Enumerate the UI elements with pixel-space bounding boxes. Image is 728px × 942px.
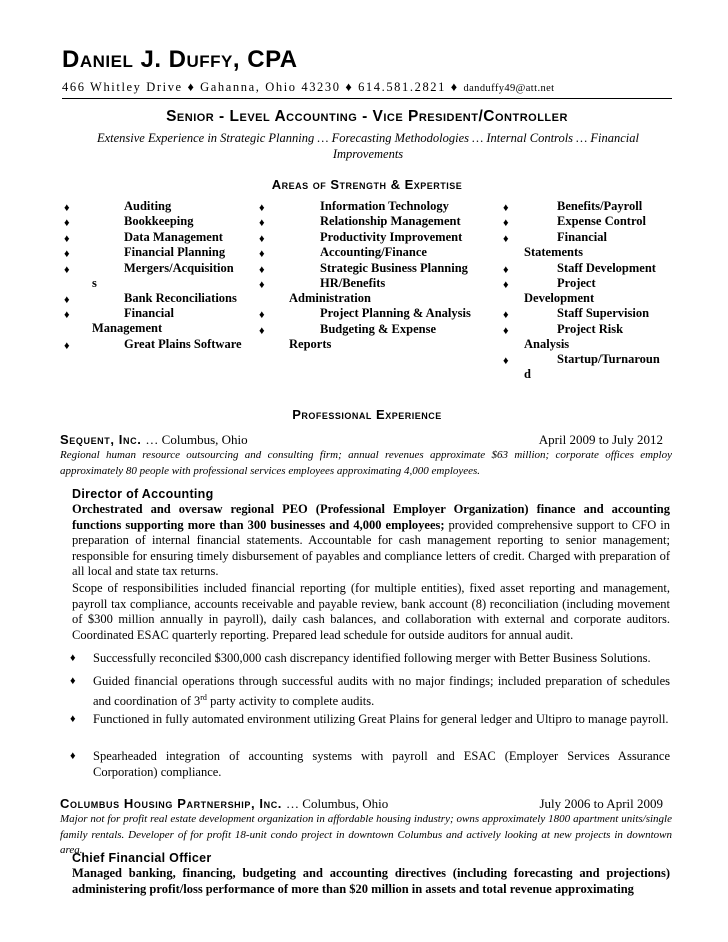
strength-item: Relationship Management: [320, 214, 461, 228]
strength-item: Information Technology: [320, 199, 449, 213]
phone: 614.581.2821: [358, 80, 447, 94]
strength-item: Great Plains Software: [124, 337, 242, 351]
strength-item: Project Planning & Analysis: [320, 306, 471, 320]
bullet-diamond-icon: ♦: [503, 233, 509, 245]
bullet-diamond-icon: ♦: [64, 233, 70, 245]
strength-item-wrap: Management: [92, 321, 163, 335]
strength-item: Bookkeeping: [124, 214, 194, 228]
achievement-text: Functioned in fully automated environment utilizing Great Plains for general ledger and Ultipro to manage payroll.: [93, 712, 669, 726]
achievement-item: [70, 749, 670, 780]
company-name: Sequent, Inc.: [60, 432, 142, 447]
strength-item: Data Management: [124, 230, 223, 244]
strength-item-wrap: d: [524, 367, 531, 381]
strength-item: Auditing: [124, 199, 172, 213]
achievement-item: [70, 651, 670, 667]
email: danduffy49@att.net: [463, 83, 555, 94]
bullet-diamond-icon: ♦: [70, 675, 76, 687]
bullet-diamond-icon: ♦: [259, 202, 265, 214]
bullet-diamond-icon: ♦: [503, 279, 509, 291]
company-location: … Columbus, Ohio: [145, 432, 248, 447]
subheadline: Extensive Experience in Strategic Planning … Forecasting Methodologies … Internal Controls … Financial Improvements: [96, 131, 640, 161]
strength-item: Expense Control: [557, 214, 647, 228]
bullet-diamond-icon: ♦: [503, 355, 509, 367]
job-title: Chief Financial Officer: [72, 851, 212, 865]
strength-item-wrap: s: [92, 276, 97, 290]
strength-item: Project: [557, 276, 596, 290]
bullet-diamond-icon: ♦: [503, 325, 509, 337]
job-summary: [72, 502, 670, 580]
bullet-diamond-icon: ♦: [259, 248, 265, 260]
candidate-name: [62, 46, 298, 74]
bullet-diamond-icon: ♦: [70, 652, 76, 664]
job-dates: July 2006 to April 2009: [539, 796, 663, 811]
company-location: … Columbus, Ohio: [286, 796, 389, 811]
bullet-diamond-icon: ♦: [259, 233, 265, 245]
strength-item-wrap: Reports: [289, 337, 332, 351]
job-summary-highlight: Orchestrated and oversaw regional PEO (Professional Employer Organization) finance and accounting functions supporting more than 300 businesses and 4,000 employees;: [72, 502, 670, 532]
strength-item: Budgeting & Expense: [320, 322, 436, 336]
bullet-diamond-icon: ♦: [503, 202, 509, 214]
company-description: Regional human resource outsourcing and consulting firm; annual revenues approximate $63 million; corporate offices employ approximately 80 people with professional services employees approximating 4,000 employees.: [60, 449, 672, 477]
headline: Senior - Level Accounting - Vice President/Controller: [166, 108, 568, 125]
bullet-diamond-icon: ♦: [64, 202, 70, 214]
achievement-text-tail: party activity to complete audits.: [206, 693, 375, 708]
strengths-heading: Areas of Strength & Expertise: [271, 177, 463, 192]
experience-heading: Professional Experience: [292, 407, 442, 422]
achievement-item: [70, 674, 670, 709]
separator-diamond-icon: ♦: [187, 80, 196, 94]
bullet-diamond-icon: ♦: [70, 713, 76, 725]
bullet-diamond-icon: ♦: [259, 217, 265, 229]
header-divider: [62, 98, 672, 99]
company-description: Major not for profit real estate development organization in affordable housing industry; owns approximately 1800 apartment units/single family rentals. Developer of for profit 18-unit condo project in downtown Columbus and actively looking at new projects in downtown area.: [60, 813, 672, 856]
strength-item: Mergers/Acquisition: [124, 261, 234, 275]
strength-item: Benefits/Payroll: [557, 199, 643, 213]
bullet-diamond-icon: ♦: [259, 279, 265, 291]
strength-item: Staff Development: [557, 261, 656, 275]
ordinal-suffix: rd: [200, 692, 207, 702]
city: Gahanna, Ohio 43230: [200, 80, 341, 94]
achievement-text: Successfully reconciled $300,000 cash discrepancy identified following merger with Better Business Solutions.: [93, 651, 651, 665]
job-dates: April 2009 to July 2012: [538, 432, 663, 447]
bullet-diamond-icon: ♦: [503, 217, 509, 229]
company-name: Columbus Housing Partnership, Inc.: [60, 796, 283, 811]
contact-line: [62, 80, 555, 95]
achievement-text: Guided financial operations through successful audits with no major findings; included preparation of schedules and coordination of 3: [93, 674, 670, 708]
strength-item: Financial: [124, 306, 175, 320]
job-title: Director of Accounting: [72, 487, 214, 501]
strength-item: Financial Planning: [124, 245, 226, 259]
strength-item-wrap: Analysis: [524, 337, 570, 351]
bullet-diamond-icon: ♦: [259, 309, 265, 321]
strength-item: Staff Supervision: [557, 306, 650, 320]
strength-item: Bank Reconciliations: [124, 291, 237, 305]
bullet-diamond-icon: ♦: [259, 325, 265, 337]
job-summary: [72, 866, 670, 897]
strength-item: Financial: [557, 230, 608, 244]
separator-diamond-icon: ♦: [345, 80, 354, 94]
achievement-text: Spearheaded integration of accounting systems with payroll and ESAC (Employer Services Assurance Corporation) compliance.: [93, 749, 670, 779]
bullet-diamond-icon: ♦: [503, 264, 509, 276]
bullet-diamond-icon: ♦: [64, 248, 70, 260]
job-scope: Scope of responsibilities included financial reporting (for multiple entities), fixed asset reporting and management, payroll tax compliance, accounts receivable and payable review, bank account (8) reconciliation (including movement of $300 million annually in payroll), daily cash balances, and collaboration with external and corporate auditors. Coordinated ESAC quarterly reporting. Prepared lead schedule for outside auditors for annual audit.: [72, 581, 670, 642]
strength-item: HR/Benefits: [320, 276, 386, 290]
strengths-grid: [0, 199, 728, 389]
bullet-diamond-icon: ♦: [64, 340, 70, 352]
bullet-diamond-icon: ♦: [259, 264, 265, 276]
strength-item: Strategic Business Planning: [320, 261, 468, 275]
strength-item-wrap: Administration: [289, 291, 371, 305]
strength-item: Project Risk: [557, 322, 624, 336]
bullet-diamond-icon: ♦: [64, 217, 70, 229]
strength-item: Startup/Turnaroun: [557, 352, 660, 366]
bullet-diamond-icon: ♦: [64, 309, 70, 321]
strength-item: Productivity Improvement: [320, 230, 463, 244]
achievement-item: [70, 712, 670, 728]
bullet-diamond-icon: ♦: [503, 309, 509, 321]
strength-item-wrap: Development: [524, 291, 595, 305]
bullet-diamond-icon: ♦: [64, 264, 70, 276]
strength-item: Accounting/Finance: [320, 245, 427, 259]
job-summary-text: provided comprehensive support to CFO in preparation of internal financial statements. Accountable for cash management reporting to senior management; responsible for ensuring timely disbursement of payables and compliance letters of credit. Charged with preparation of all local and state tax returns.: [72, 517, 670, 578]
job-summary-highlight: Managed banking, financing, budgeting and accounting directives (including forecasting and projections) administering profit/loss performance of more than $20 million in assets and total revenue approximating: [72, 866, 670, 896]
strength-item-wrap: Statements: [524, 245, 584, 259]
bullet-diamond-icon: ♦: [64, 294, 70, 306]
separator-diamond-icon: ♦: [450, 80, 459, 94]
name-text: Daniel J. Duffy, CPA: [62, 46, 298, 73]
address: 466 Whitley Drive: [62, 80, 183, 94]
bullet-diamond-icon: ♦: [70, 750, 76, 762]
